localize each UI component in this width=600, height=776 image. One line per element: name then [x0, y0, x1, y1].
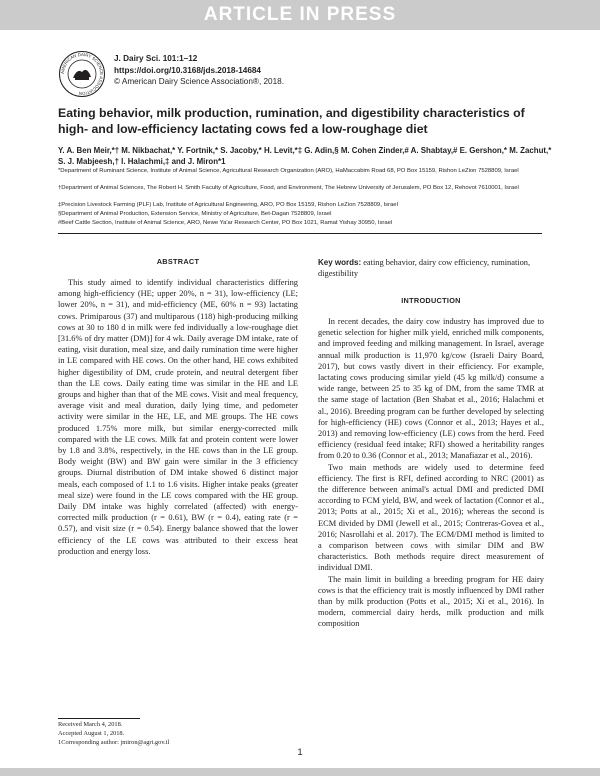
article-in-press-banner: ARTICLE IN PRESS: [0, 0, 600, 30]
journal-citation: J. Dairy Sci. 101:1–12: [114, 54, 198, 63]
keywords: [318, 257, 544, 279]
header-rule: [58, 233, 542, 234]
introduction-heading: INTRODUCTION: [401, 296, 461, 305]
intro-paragraph-2: Two main methods are widely used to determine feed efficiency. The first is RFI, defined according to NRC (2001) as the difference between animal's actual DMI and predicted DMI according to FCM yield, BW, and week of lactation (Connor et al., 2013; Potts at al., 2015; Xi et al., 2016); whereas the second is ECM divided by DMI (Jewell et al., 2015; Contreras-Govea et al., 2016; Nasrollahi et al. 2017). The ECM/DMI method is limited to a comparison between cows with similar DIM and BW characteristics. Both methods require direct measurement of individual DMI.: [318, 462, 544, 573]
accepted-date: Accepted August 1, 2018.: [58, 730, 125, 737]
abstract-paragraph: This study aimed to identify individual characteristics differing among high-efficiency (HE; upper 20%, n = 31), low-efficiency (LE; lower 20%, n = 31), and mid-efficiency (ME, 60% n = 93) lactating cows. Primiparous (37) and multiparous (118) high-producing milking cows at 30 to 180 d in milk were fed individually a low-roughage diet [31.6% of dry matter (DM)] for 4 wk. Daily average DM intake, rate of eating, visit duration, meal size, and daily rumination time were higher in LE compared with HE cows. On the other hand, HE cows exhibited higher digestibility of DM, crude protein, and neutral detergent fiber than the LE cows. Daily eating time was similar in the HE and LE groups and higher than that of the ME cows. Visit and meal frequency, average visit and meal duration, daily lying time, and pedometer activity were similar in the HE, LE, and ME groups. The HE cows produced 1.75% more milk, but similar energy-corrected milk compared with the LE cows. Milk fat and protein content were lower by 1.8 and 3.8%, respectively, in the HE cows than in the LE group. Body weight (BW) and BW gain were similar in the 3 efficiency groups. Diurnal distribution of DM intake showed 6 distinct major meals, each composed of 1.1 to 1.6 visits. Higher intake peaks (greater meal size) were found in the LE cows compared with the HE group. Daily DM intake was highly correlated (affected) with energy-corrected milk production (r = 0.61), BW (r = 0.4), eating rate (r = 0.57), and visit size (r = 0.54). Energy balance showed that the lower efficiency of the LE cows was attributed to their excess heat production and energy loss.: [58, 278, 298, 556]
doi-link[interactable]: https://doi.org/10.3168/jds.2018-14684: [114, 65, 261, 75]
ads-association-seal: [58, 50, 106, 98]
received-date: Received March 4, 2018.: [58, 721, 123, 728]
affiliation-3: ‡Precision Livestock Farming (PLF) Lab, Institute of Agricultural Engineering, ARO, PO Box 15159, Rishon LeZion 7528809, Israel: [58, 202, 398, 208]
intro-paragraph-1: In recent decades, the dairy cow industry has improved due to genetic selection for higher milk yield, enriched milk components, and improved feeding and milking management. In Israel, average annual milk production is 11,970 kg/cow (Israeli Dairy Board, 2017), but cows vastly divert in their efficiency. For example, lactating cows producing similar yield (45 kg milk/d) consume a wide range, between 25 to 35 kg of DM, from the same TMR at the same stage of lactation (Ben Shabat et al., 2016; Halachmi et al., 2016). Breeding program can be further developed by selecting for high-efficiency (HE) cows (Connor et al., 2013; Hayes et al., 2013) and removing low-efficiency (LE) cows from the herd. Feed efficiency (residual feed intake; RFI) showed a heritability ranges from 0.20 to 0.36 (Connor et al., 2013; Manafiazar et al., 2016).: [318, 317, 544, 461]
keywords-text: eating behavior, dairy cow efficiency, rumination, digestibility: [318, 258, 531, 279]
affiliation-5: #Beef Cattle Section, Institute of Animal Science, ARO, Newe Ya'ar Research Center, PO Box 1021, Ramat Yishay 30950, Israel: [58, 220, 393, 226]
affiliation-4: §Department of Animal Production, Extension Service, Ministry of Agriculture, Bet-Dagan 7528809, Israel: [58, 211, 332, 217]
abstract-heading: ABSTRACT: [156, 257, 200, 266]
corresponding-author: 1Corresponding author: jmiron@agri.gov.il: [58, 739, 170, 746]
journal-info: [114, 53, 284, 88]
intro-paragraph-3: The main limit in building a breeding program for HE dairy cows is that the efficiency trait is mostly influenced by DMI rather than by milk production (Potts et al., 2015; Xi et al., 2016). In modern, commercial dairy herds, milk production and milk composition: [318, 574, 544, 629]
bottom-bar: [0, 768, 600, 776]
affiliation-2: †Department of Animal Sciences, The Robert H. Smith Faculty of Agriculture, Food, and Environment, The Hebrew University of Jerusalem, PO Box 12, Rehovot 7610001, Israel: [58, 185, 519, 191]
abstract-text: [58, 277, 298, 557]
footnote-rule: [58, 718, 140, 719]
article-title: Eating behavior, milk production, rumination, and digestibility characteristics of high- and low-efficiency lactating cows fed a low-roughage diet: [58, 106, 525, 136]
keywords-label: Key words:: [318, 258, 362, 267]
affiliation-1: *Department of Ruminant Science, Institute of Animal Science, Agricultural Research Organization (ARO), HaMaccabim Road 68, PO Box 15159, Rishon LeZion 7528809, Israel: [58, 168, 519, 174]
author-list: Y. A. Ben Meir,*† M. Nikbachat,* Y. Fortnik,* S. Jacoby,* H. Levit,*‡ G. Adin,§ M. Cohen Zinder,# A. Shabtay,# E. Gershon,* M. Zachut,* S. J. Mabjeesh,† I. Halachmi,‡ and J. Miron*1: [58, 146, 552, 166]
introduction-text: [318, 316, 544, 630]
seal-text: AMERICAN DAIRY SCIENCE ASSOCIATION: [59, 51, 105, 97]
page-number: 1: [297, 747, 303, 758]
copyright-line: © American Dairy Science Association®, 2018.: [114, 77, 284, 86]
